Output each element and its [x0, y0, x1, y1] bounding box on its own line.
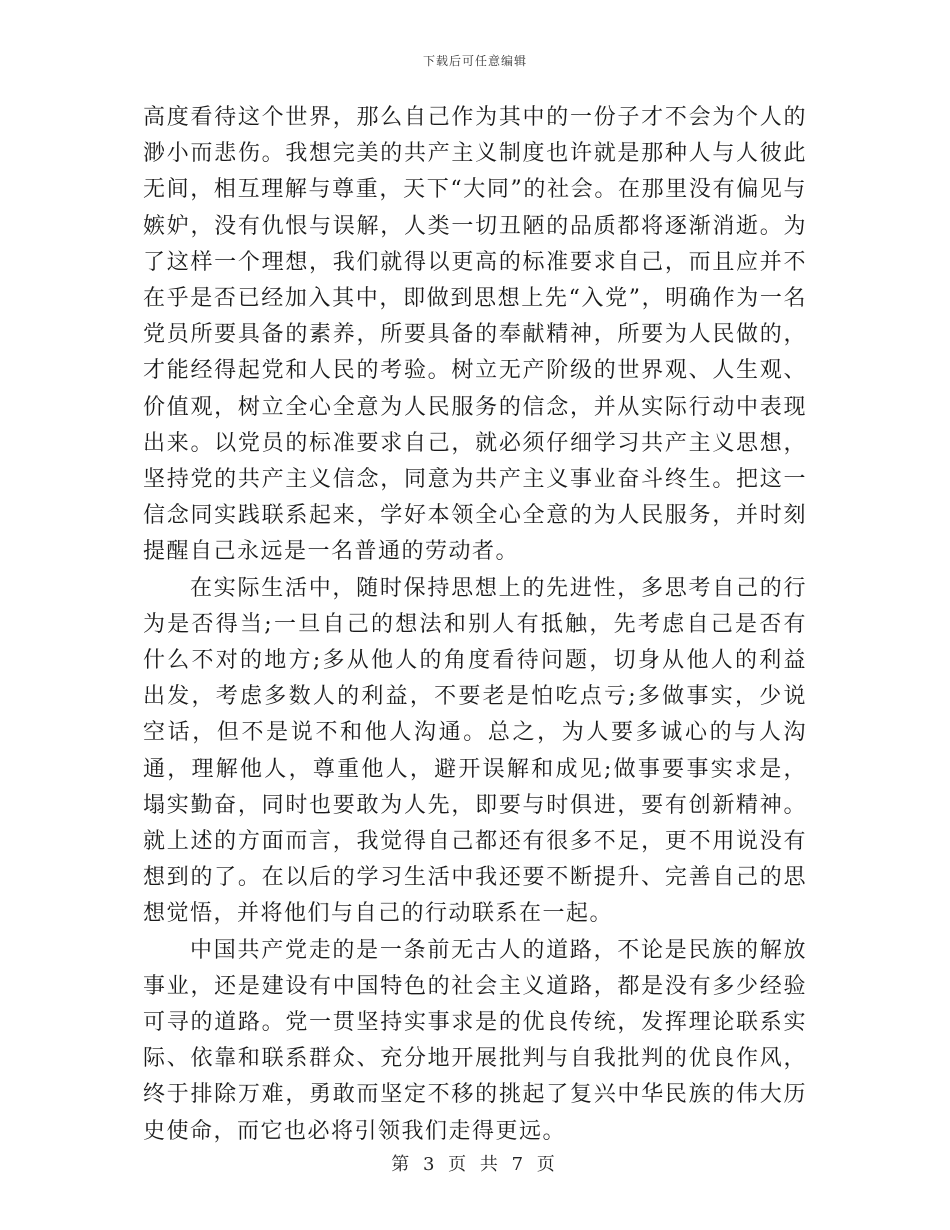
- page-header: 下载后可任意编辑: [422, 54, 527, 68]
- document-body: [143, 100, 807, 1150]
- paragraph-1: 高度看待这个世界，那么自己作为其中的一份子才不会为个人的渺小而悲伤。我想完美的共产主义制度也许就是那种人与人彼此无间，相互理解与尊重，天下“大同”的社会。在那里没有偏见与嫉妒，没有仇恨与误解，人类一切丑陋的品质都将逐渐消逝。为了这样一个理想，我们就得以更高的标准要求自己，而且应并不在乎是否已经加入其中，即做到思想上先“入党”，明确作为一名党员所要具备的素养，所要具备的奉献精神，所要为人民做的，才能经得起党和人民的考验。树立无产阶级的世界观、人生观、价值观，树立全心全意为人民服务的信念，并从实际行动中表现出来。以党员的标准要求自己，就必须仔细学习共产主义思想，坚持党的共产主义信念，同意为共产主义事业奋斗终生。把这一信念同实践联系起来，学好本领全心全意的为人民服务，并时刻提醒自己永远是一名普通的劳动者。: [143, 105, 807, 565]
- paragraph-2: 在实际生活中，随时保持思想上的先进性，多思考自己的行为是否得当;一旦自己的想法和别人有抵触，先考虑自己是否有什么不对的地方;多从他人的角度看待问题，切身从他人的利益出发，考虑多数人的利益，不要老是怕吃点亏;多做事实，少说空话，但不是说不和他人沟通。总之，为人要多诚心的与人沟通，理解他人，尊重他人，避开误解和成见;做事要事实求是，塌实勤奋，同时也要敢为人先，即要与时俱进，要有创新精神。就上述的方面而言，我觉得自己都还有很多不足，更不用说没有想到的了。在以后的学习生活中我还要不断提升、完善自己的思想觉悟，并将他们与自己的行动联系在一起。: [143, 575, 807, 927]
- page-number-footer: 第 3 页 共 7 页: [391, 1154, 559, 1175]
- paragraph-3: 中国共产党走的是一条前无古人的道路，不论是民族的解放事业，还是建设有中国特色的社会主义道路，都是没有多少经验可寻的道路。党一贯坚持实事求是的优良传统，发挥理论联系实际、依靠和联系群众、充分地开展批判与自我批判的优良作风，终于排除万难，勇敢而坚定不移的挑起了复兴中华民族的伟大历史使命，而它也必将引领我们走得更远。: [143, 937, 807, 1144]
